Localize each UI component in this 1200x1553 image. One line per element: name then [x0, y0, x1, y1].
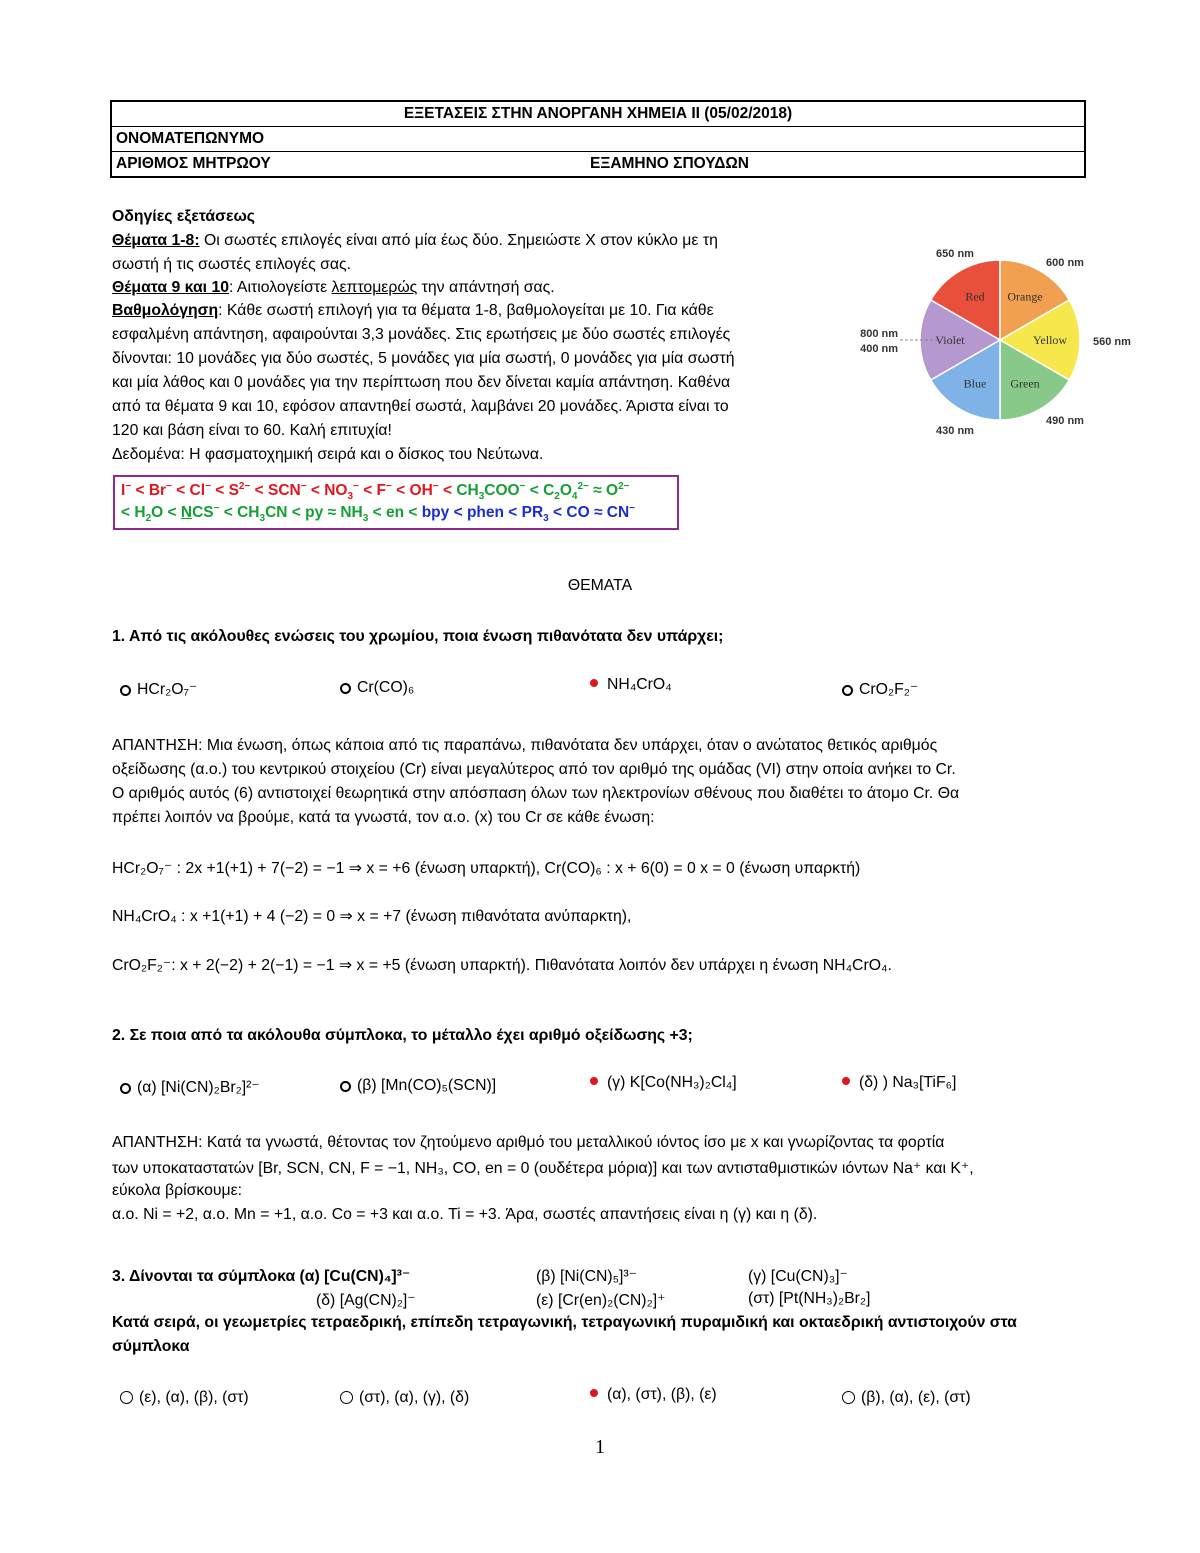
- registration-row: [112, 152, 1084, 176]
- wheel-label-2: 560 nm: [1093, 336, 1131, 348]
- q1-option-d[interactable]: [842, 679, 918, 699]
- header-table: [110, 100, 1086, 178]
- radio-circle-icon[interactable]: [340, 683, 351, 694]
- newton-color-wheel: [860, 240, 1150, 440]
- page-number: 1: [595, 1436, 605, 1458]
- q1-calc-1: HCr₂O₇⁻ : 2x +1(+1) + 7(−2) = −1 ⇒ x = +6 (ένωση υπαρκτή), Cr(CO)₆ : x + 6(0) = 0 x = 0 (ένωση υπαρκτή): [112, 860, 861, 877]
- header-title-row: [112, 102, 1084, 127]
- grading-line-1: [112, 302, 714, 320]
- q3-option-c[interactable]: [590, 1386, 717, 1404]
- spectrochemical-series-line-2: < $H_2O < NCS^- < CH_3CN$ < py ≈ $NH_3$ < en < bpy < phen < $PR_3$ < CO ≈ CN−: [121, 503, 635, 525]
- wheel-name-green: Green: [1010, 376, 1040, 391]
- wheel-label-4: 430 nm: [936, 425, 974, 437]
- q1-answer-line-4: πρέπει λοιπόν να βρούμε, κατά τα γνωστά, τον α.ο. (x) του Cr σε κάθε ένωση:: [112, 809, 655, 826]
- q2-answer-line-3: εύκολα βρίσκουμε:: [112, 1182, 243, 1199]
- semester-label: ΕΞΑΜΗΝΟ ΣΠΟΥΔΩΝ: [590, 155, 749, 172]
- selected-dot-icon[interactable]: [590, 1389, 598, 1397]
- q3-question-a: [112, 1266, 410, 1286]
- wheel-name-yellow: Yellow: [1032, 333, 1068, 347]
- grading-line-4: και μία λάθος και 0 μονάδες για την περίπτωση που δεν δίνεται καμία απάντηση. Καθένα: [112, 374, 731, 391]
- q3-text-2: σύμπλοκα: [112, 1338, 190, 1355]
- wheel-name-violet: Violet: [935, 333, 965, 347]
- radio-circle-icon[interactable]: [120, 1083, 131, 1094]
- q2-option-a-label: (α) [Ni(CN)₂Br₂]²⁻: [137, 1079, 260, 1096]
- q2-answer-line-2: των υποκαταστατών [Br, SCN, CN, F = −1, NH₃, CO, en = 0 (ουδέτερα μόρια)] και των αντισταθμιστικών ιόντων Na⁺ και K⁺,: [112, 1160, 974, 1177]
- q2-answer-line-1: ΑΠΑΝΤΗΣΗ: Κατά τα γνωστά, θέτοντας τον ζητούμενο αριθμό του μεταλλικού ιόντος ίσο με x και γνωρίζοντας τα φορτία: [112, 1134, 945, 1151]
- q2-option-d[interactable]: [842, 1074, 956, 1092]
- radio-circle-icon[interactable]: [120, 685, 131, 696]
- q9-10-label: Θέματα 9 και 10: [112, 279, 230, 296]
- radio-circle-icon[interactable]: [120, 1391, 133, 1404]
- instructions-q1-8: [112, 232, 718, 250]
- radio-circle-icon[interactable]: [340, 1391, 353, 1404]
- wheel-name-blue: Blue: [963, 376, 987, 391]
- q2-option-a[interactable]: [120, 1077, 260, 1097]
- q3-option-d-label: (β), (α), (ε), (στ): [861, 1389, 971, 1406]
- q3-option-c-label: (α), (στ), (β), (ε): [607, 1386, 717, 1403]
- q1-answer-line-3: Ο αριθμός αυτός (6) αντιστοιχεί θεωρητικά στην απόσπαση όλων των ηλεκτρονίων σθένους που διαθέτει το άτομο Cr. Θα: [112, 785, 960, 802]
- given-data: Δεδομένα: Η φασματοχημική σειρά και ο δίσκος του Νεύτωνα.: [112, 446, 544, 463]
- q3-complex-e: (ε) [Cr(en)₂(CN)₂]⁺: [536, 1292, 666, 1309]
- q1-option-c-label: NH₄CrO₄: [607, 676, 672, 693]
- q3-option-b[interactable]: [340, 1389, 469, 1407]
- q2-answer-line-4: α.ο. Ni = +2, α.ο. Mn = +1, α.ο. Co = +3 και α.ο. Ti = +3. Άρα, σωστές απαντήσεις είναι η (γ) και η (δ).: [112, 1206, 818, 1223]
- wheel-label-0: 650 nm: [936, 248, 974, 260]
- q9-10-text-b: την απάντησή σας.: [417, 279, 555, 296]
- spectrochemical-series-line-1: $I^- < Br^- < Cl^- < S^{2-} < SCN^- < NO_3^- < F^- < OH^- < CH_3COO^- < C_2O_4^{2-} \approx O^{2-}$: [121, 481, 630, 503]
- q3-complex-c: (γ) [Cu(CN)₃]⁻: [748, 1268, 848, 1285]
- q1-question: 1. Από τις ακόλουθες ενώσεις του χρωμίου, ποια ένωση πιθανότατα δεν υπάρχει;: [112, 628, 724, 645]
- wheel-name-orange: Orange: [1007, 289, 1043, 304]
- selected-dot-icon[interactable]: [590, 1077, 598, 1085]
- grading-line-6: 120 και βάση είναι το 60. Καλή επιτυχία!: [112, 422, 392, 439]
- grading-line-2: εσφαλμένη απάντηση, αφαιρούνται 3,3 μονάδες. Στις ερωτήσεις με δύο σωστές επιλογές: [112, 326, 731, 343]
- q1-answer-line-1: ΑΠΑΝΤΗΣΗ: Μια ένωση, όπως κάποια από τις παραπάνω, πιθανότατα δεν υπάρχει, όταν ο ανώτατος θετικός αριθμός: [112, 737, 938, 754]
- q1-option-c[interactable]: [590, 676, 672, 694]
- grading-label: Βαθμολόγηση: [112, 302, 219, 319]
- q3-complex-d: (δ) [Ag(CN)₂]⁻: [316, 1292, 416, 1309]
- q2-option-b-label: (β) [Mn(CO)₅(SCN)]: [357, 1077, 497, 1094]
- grading-text-1: : Κάθε σωστή επιλογή για τα θέματα 1-8, βαθμολογείται με 10. Για κάθε: [218, 302, 714, 319]
- instructions-q1-8-cont: σωστή ή τις σωστές επιλογές σας.: [112, 256, 352, 273]
- selected-dot-icon[interactable]: [842, 1077, 850, 1085]
- wheel-name-red: Red: [965, 289, 985, 304]
- q1-option-d-label: CrO₂F₂⁻: [859, 681, 919, 698]
- q1-option-a[interactable]: [120, 679, 197, 699]
- selected-dot-icon[interactable]: [590, 679, 598, 687]
- wheel-label-5: 400 nm: [860, 343, 898, 355]
- q3-option-d[interactable]: [842, 1389, 971, 1407]
- instructions-q9-10: [112, 279, 555, 297]
- grading-line-5: από τα θέματα 9 και 10, εφόσον απαντηθεί σωστά, λαμβάνει 20 μονάδες. Άριστα είναι το: [112, 398, 729, 415]
- q1-option-b[interactable]: [340, 679, 414, 697]
- grading-line-3: δίνονται: 10 μονάδες για δύο σωστές, 5 μονάδες για μία σωστή, 0 μονάδες για μία σωστή: [112, 350, 735, 367]
- q2-option-d-label: (δ) ) Na₃[TiF₆]: [859, 1074, 957, 1091]
- name-label: ΟΝΟΜΑΤΕΠΩΝΥΜΟ: [116, 130, 265, 147]
- q3-text-1: Κατά σειρά, οι γεωμετρίες τετραεδρική, επίπεδη τετραγωνική, τετραγωνική πυραμιδική και οκταεδρική αντιστοιχούν στα: [112, 1314, 1017, 1331]
- q9-10-text-a: : Αιτιολογείστε: [229, 279, 332, 296]
- q1-option-b-label: Cr(CO)₆: [357, 679, 415, 696]
- q3-complex-b: (β) [Ni(CN)₅]³⁻: [536, 1268, 637, 1285]
- q2-option-c[interactable]: [590, 1074, 737, 1092]
- q1-calc-2: NH₄CrO₄ : x +1(+1) + 4 (−2) = 0 ⇒ x = +7 (ένωση πιθανότατα ανύπαρκτη),: [112, 908, 632, 925]
- radio-circle-icon[interactable]: [842, 685, 853, 696]
- q2-question: 2. Σε ποια από τα ακόλουθα σύμπλοκα, το μέταλλο έχει αριθμό οξείδωσης +3;: [112, 1027, 693, 1044]
- instructions-heading: Οδηγίες εξετάσεως: [112, 208, 256, 225]
- exam-title: ΕΞΕΤΑΣΕΙΣ ΣΤΗΝ ΑΝΟΡΓΑΝΗ ΧΗΜΕΙΑ ΙΙ (05/02/2018): [403, 105, 793, 122]
- q9-10-text-underlined: λεπτομερώς: [331, 279, 418, 296]
- q3-option-a-label: (ε), (α), (β), (στ): [139, 1389, 249, 1406]
- q3-question-a-text: 3. Δίνονται τα σύμπλοκα (α) [Cu(CN)₄]³⁻: [112, 1268, 411, 1285]
- name-row: [112, 127, 1084, 152]
- q1-8-text: Οι σωστές επιλογές είναι από μία έως δύο. Σημειώστε Χ στον κύκλο με τη: [199, 232, 718, 249]
- registration-label: ΑΡΙΘΜΟΣ ΜΗΤΡΩΟΥ: [116, 155, 271, 172]
- section-title: ΘΕΜΑΤΑ: [567, 577, 633, 594]
- q1-8-label: Θέματα 1-8:: [112, 232, 200, 249]
- radio-circle-icon[interactable]: [842, 1391, 855, 1404]
- wheel-label-3: 490 nm: [1046, 415, 1084, 427]
- q1-calc-3: CrO₂F₂⁻: x + 2(−2) + 2(−1) = −1 ⇒ x = +5 (ένωση υπαρκτή). Πιθανότατα λοιπόν δεν υπάρχει η ένωση NH₄CrO₄.: [112, 957, 892, 974]
- wheel-label-6: 800 nm: [860, 328, 898, 340]
- q3-option-b-label: (στ), (α), (γ), (δ): [359, 1389, 470, 1406]
- q1-answer-line-2: οξείδωσης (α.ο.) του κεντρικού στοιχείου (Cr) είναι μεγαλύτερος από τον αριθμό της ομάδας (VI) στην οποία ανήκει το Cr.: [112, 761, 956, 778]
- radio-circle-icon[interactable]: [340, 1081, 351, 1092]
- q1-option-a-label: HCr₂O₇⁻: [137, 681, 198, 698]
- q3-option-a[interactable]: [120, 1389, 249, 1407]
- q2-option-c-label: (γ) K[Co(NH₃)₂Cl₄]: [607, 1074, 737, 1091]
- wheel-label-1: 600 nm: [1046, 257, 1084, 269]
- spectrochemical-series-box: [113, 475, 679, 530]
- q3-complex-f: (στ) [Pt(NH₃)₂Br₂]: [748, 1290, 871, 1307]
- q2-option-b[interactable]: [340, 1077, 496, 1095]
